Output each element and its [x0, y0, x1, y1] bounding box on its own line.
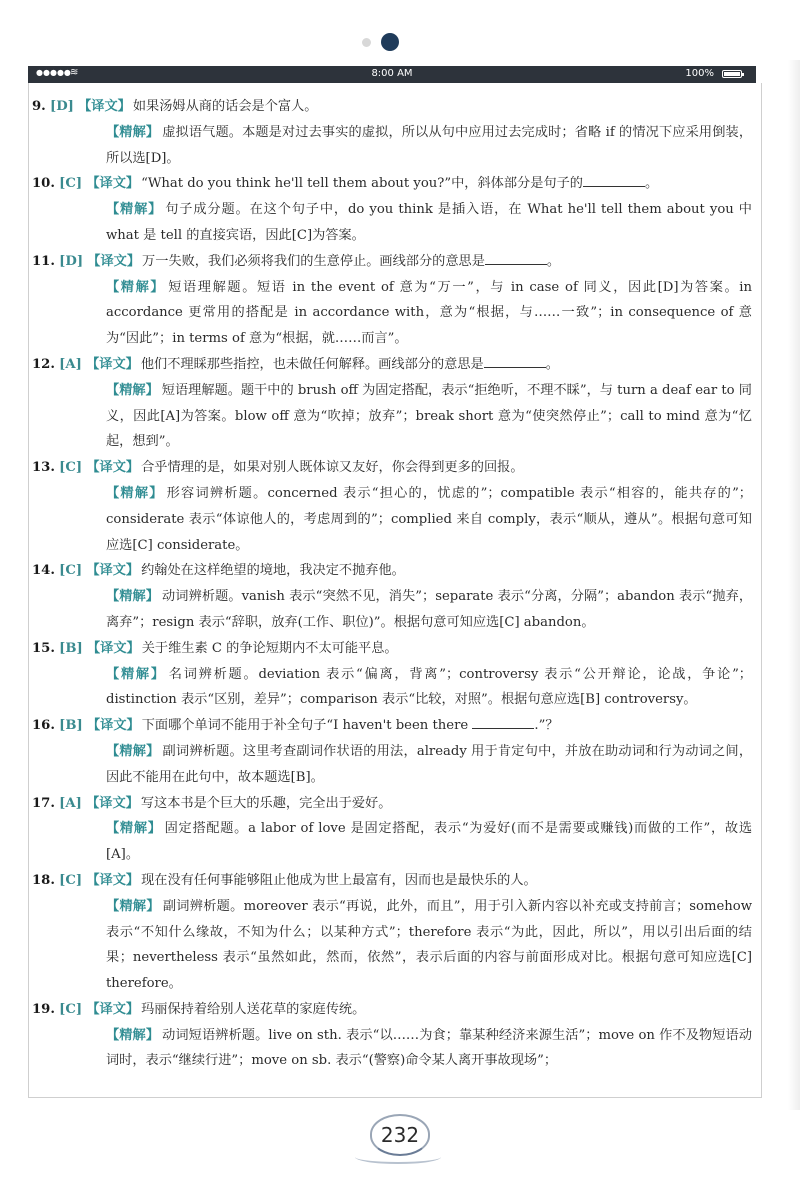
explanation [106, 275, 752, 352]
answer-entry-16 [32, 713, 752, 790]
question-number: 14. [32, 563, 55, 579]
translation-text: 万一失败，我们必须将我们的生意停止。画线部分的意思是 [142, 253, 485, 269]
translation-label: 【译文】 [78, 99, 131, 114]
translation-label: 【译文】 [86, 1001, 140, 1017]
answer-choice: [B] [59, 718, 83, 734]
answer-list [32, 94, 752, 1074]
translation-text-end: 。 [545, 356, 559, 372]
translation-text: 关于维生素 C 的争论短期内不太可能平息。 [141, 640, 398, 656]
explanation [106, 120, 752, 172]
page-number: 232 [370, 1114, 430, 1156]
answer-entry-17 [32, 791, 752, 868]
answer-choice: [A] [59, 795, 82, 811]
translation-text-end: 。 [546, 253, 561, 269]
answer-entry-12 [32, 352, 752, 455]
question-number: 16. [32, 718, 55, 734]
question-number: 9. [32, 99, 46, 114]
answer-entry-15 [32, 636, 752, 713]
question-number: 13. [32, 460, 55, 476]
explanation-text: 副词辨析题。moreover 表示“再说，此外，而且”，用于引入新内容以补充或支持前言；somehow 表示“不知什么缘故，不知为什么；以某种方式”；therefore 表示“为此，因此，所以”，用以引出后面的结果；nevertheless 表示“虽然如此，然而，依然”，表示后面的内容与前面形成对比。根据句意可知应选[C] therefore。 [106, 898, 752, 992]
question-number: 12. [32, 356, 55, 372]
answer-choice: [D] [49, 99, 74, 114]
translation-text: 约翰处在这样绝望的境地，我决定不抛弃他。 [141, 563, 405, 579]
question-number: 11. [32, 253, 55, 269]
answer-entry-11 [32, 249, 752, 352]
front-camera [381, 33, 399, 51]
translation-label: 【译文】 [87, 718, 140, 734]
answer-choice: [C] [59, 872, 83, 888]
answer-entry-14 [32, 558, 752, 635]
answer-blank [484, 355, 546, 368]
explanation-text: 短语理解题。短语 in the event of 意为“万一”，与 in case of 同义，因此[D]为答案。in accordance 更常用的搭配是 in accordance with，意为“根据，与……一致”；in consequence of 意为“因此”；in terms of 意为“根据，就……而言”。 [106, 279, 753, 347]
analysis-label: 【精解】 [106, 279, 166, 295]
answer-blank [485, 252, 547, 265]
translation-text: “What do you think he'll tell them about you?”中，斜体部分是句子的 [141, 176, 583, 192]
answer-entry-13 [32, 455, 752, 558]
answer-blank [583, 174, 645, 187]
battery-percent: 100% [685, 68, 714, 79]
explanation [106, 894, 752, 997]
answer-choice: [C] [59, 563, 83, 579]
answer-choice: [C] [59, 176, 83, 192]
signal-strength-icon: ●●●●● [36, 68, 71, 77]
translation-label: 【译文】 [86, 872, 140, 888]
explanation-text: 名词辨析题。deviation 表示“偏离，背离”；controversy 表示“公开辩论，论战，争论”；distinction 表示“区别，差异”；comparison 表示“比较，对照”。根据句意应选[B] controversy。 [106, 666, 752, 708]
explanation-text: 固定搭配题。a labor of love 是固定搭配，表示“为爱好(而不是需要或赚钱)而做的工作”，故选[A]。 [106, 821, 753, 863]
camera-dot-small [362, 38, 371, 47]
translation-label: 【译文】 [86, 795, 139, 811]
explanation [106, 662, 752, 714]
explanation-text: 虚拟语气题。本题是对过去事实的虚拟，所以从句中应用过去完成时；省略 if 的情况下应采用倒装，所以选[D]。 [106, 124, 753, 166]
analysis-label: 【精解】 [106, 124, 160, 140]
translation-text: 合乎情理的是，如果对别人既体谅又友好，你会得到更多的回报。 [141, 460, 524, 476]
explanation [106, 378, 752, 455]
translation-text: 下面哪个单词不能用于补全句子“I haven't been there [141, 718, 469, 734]
status-time: 8:00 AM [371, 68, 413, 79]
answer-choice: [D] [59, 253, 84, 269]
analysis-label: 【精解】 [106, 589, 160, 605]
status-bar [28, 66, 756, 83]
translation-text: 现在没有任何事能够阻止他成为世上最富有，因而也是最快乐的人。 [141, 872, 537, 888]
translation-text: 写这本书是个巨大的乐趣，完全出于爱好。 [140, 795, 392, 811]
answer-entry-19 [32, 997, 752, 1074]
question-number: 19. [32, 1001, 55, 1017]
translation-text: 玛丽保持着给别人送花草的家庭传统。 [141, 1001, 366, 1017]
translation-label: 【译文】 [86, 460, 140, 476]
explanation [106, 1023, 752, 1075]
answer-choice: [B] [59, 640, 83, 656]
translation-text: 他们不理睬那些指控，也未做任何解释。画线部分的意思是 [140, 356, 484, 372]
answer-choice: [C] [59, 460, 83, 476]
question-number: 18. [32, 872, 55, 888]
battery-icon [722, 70, 742, 78]
analysis-label: 【精解】 [106, 821, 162, 837]
explanation [106, 584, 752, 636]
wifi-icon: ≋ [70, 67, 79, 78]
answer-blank [472, 716, 534, 729]
explanation [106, 739, 752, 791]
analysis-label: 【精解】 [106, 202, 163, 218]
answer-choice: [A] [59, 356, 82, 372]
explanation-text: 句子成分题。在这个句子中，do you think 是插入语，在 What he'll tell them about you 中 what 是 tell 的直接宾语，因此[C]为答案。 [106, 202, 752, 243]
explanation-text: 形容词辨析题。concerned 表示“担心的，忧虑的”；compatible 表示“相容的，能共存的”；considerate 表示“体谅他人的，考虑周到的”；complied 来自 comply，表示“顺从，遵从”。根据句意可知应选[C] considerate。 [106, 485, 752, 553]
analysis-label: 【精解】 [106, 382, 159, 398]
question-number: 10. [32, 176, 55, 192]
translation-text-end: .”？ [534, 718, 559, 734]
translation-text-end: 。 [644, 176, 659, 192]
explanation-text: 副词辨析题。这里考查副词作状语的用法，already 用于肯定句中，并放在助动词和行为动词之间，因此不能用在此句中，故本题选[B]。 [106, 743, 753, 785]
analysis-label: 【精解】 [106, 898, 160, 914]
translation-label: 【译文】 [86, 176, 140, 192]
explanation-text: 动词辨析题。vanish 表示“突然不见，消失”；separate 表示“分离，分隔”；abandon 表示“抛弃，离弃”；resign 表示“辞职，放弃(工作、职位)”。根据句意可知应选[C] abandon。 [106, 589, 753, 630]
analysis-label: 【精解】 [106, 666, 166, 682]
analysis-label: 【精解】 [106, 1027, 160, 1043]
answer-entry-18 [32, 868, 752, 997]
translation-label: 【译文】 [86, 563, 140, 579]
translation-label: 【译文】 [86, 356, 139, 372]
translation-text: 如果汤姆从商的话会是个富人。 [132, 99, 318, 114]
translation-label: 【译文】 [87, 640, 140, 656]
question-number: 15. [32, 640, 55, 656]
explanation [106, 197, 752, 249]
translation-label: 【译文】 [87, 253, 141, 269]
answer-choice: [C] [59, 1001, 83, 1017]
answer-entry-9 [32, 94, 752, 171]
analysis-label: 【精解】 [106, 485, 164, 501]
answer-entry-10 [32, 171, 752, 248]
explanation [106, 481, 752, 558]
explanation-text: 动词短语辨析题。live on sth. 表示“以……为食；靠某种经济来源生活”；move on 作不及物短语动词时，表示“继续行进”；move on sb. 表示“(警察)命令某人离开事故现场”； [106, 1027, 753, 1069]
analysis-label: 【精解】 [106, 743, 160, 759]
question-number: 17. [32, 795, 55, 811]
explanation [106, 816, 752, 868]
explanation-text: 短语理解题。题干中的 brush off 为固定搭配，表示“拒绝听，不理不睬”，与 turn a deaf ear to 同义，因此[A]为答案。blow off 意为“吹掉；放弃”；break short 意为“使突然停止”；call to mind 意为“忆起，想到”。 [106, 382, 752, 450]
device-edge [788, 60, 800, 1110]
